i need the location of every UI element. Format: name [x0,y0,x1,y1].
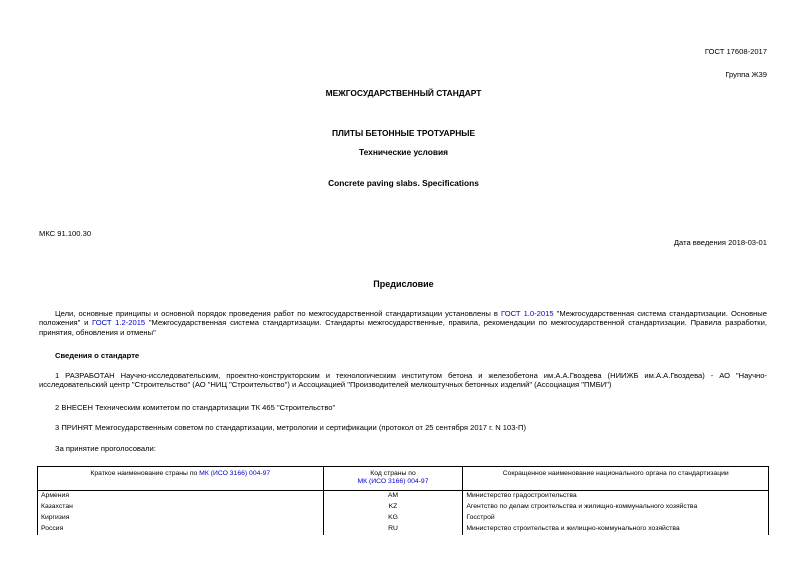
code-cell: RU [323,524,463,535]
body-cell: Госстрой [463,513,769,524]
table-row [38,513,769,524]
doc-number: ГОСТ 17608-2017 [704,47,767,56]
item-adopted: 3 ПРИНЯТ Межгосударственным советом по стандартизации, метрологии и сертификации (протокол от 25 сентября 2017 г. N 103-П) [55,423,526,432]
item-introduced: 2 ВНЕСЕН Техническим комитетом по стандартизации ТК 465 "Строительство" [55,403,336,412]
header-body: Сокращенное наименование национального органа по стандартизации [463,467,769,491]
body-cell: Министерство градостроительства [463,490,769,502]
country-cell: Казахстан [38,502,324,513]
item-developed: 1 РАЗРАБОТАН Научно-исследовательским, проектно-конструкторским и технологическим институтом бетона и железобетона им.А.А.Гвоздева (НИИЖБ им.А.А.Гвоздева) - АО "Научно-исследовательский центр "Строительство" (АО "НИЦ "Строительство") и Ассоциацией "Производителей мелкоштучных бетонных изделий" (Ассоциация "ПМБИ") [39,371,767,390]
foreword-heading: Предисловие [373,279,434,289]
mk-iso-code-link[interactable]: МК (ИСО 3166) 004-97 [357,478,429,486]
code-cell: AM [323,490,463,502]
table-row [38,490,769,502]
country-cell: Россия [38,524,324,535]
code-cell: KG [323,513,463,524]
mk-iso-link[interactable]: МК (ИСО 3166) 004-97 [199,470,271,477]
header-code [323,467,463,491]
code-cell: KZ [323,502,463,513]
header-country-text: Краткое наименование страны по [90,470,200,477]
body-cell: Агентство по делам строительства и жилищно-коммунального хозяйства [463,502,769,513]
table-header-row [38,467,769,491]
voting-table [37,466,769,535]
foreword-paragraph [39,309,767,337]
foreword-text-2: "Межгосударственная система стандартизации. Основные положения" и [39,309,767,328]
foreword-text-3: "Межгосударственная система стандартизации. Стандарты межгосударственные, правила, рекомендации по межгосударственной стандартизации. Правила разработки, принятия, обновления и отмены" [39,318,767,337]
voted-label: За принятие проголосовали: [55,444,156,453]
table-row [38,502,769,513]
body-cell: Министерство строительства и жилищно-коммунального хозяйства [463,524,769,535]
standard-title: ПЛИТЫ БЕТОННЫЕ ТРОТУАРНЫЕ [331,128,476,138]
header-country [38,467,324,491]
country-cell: Армения [38,490,324,502]
group-code: Группа Ж39 [725,70,767,79]
mks-code: МКС 91.100.30 [39,229,92,238]
gost-1-2-link[interactable]: ГОСТ 1.2-2015 [92,318,146,328]
country-cell: Киргизия [38,513,324,524]
standard-subtitle: Технические условия [358,147,449,157]
gost-1-0-link[interactable]: ГОСТ 1.0-2015 [501,309,554,318]
english-title: Concrete paving slabs. Specifications [328,178,479,188]
header-code-text: Код страны по [370,470,416,477]
foreword-text-1: Цели, основные принципы и основной порядок проведения работ по межгосударственной стандартизации установлены в [55,309,502,318]
intro-date: Дата введения 2018-03-01 [673,238,767,247]
about-standard-heading: Сведения о стандарте [55,351,140,360]
standard-type: МЕЖГОСУДАРСТВЕННЫЙ СТАНДАРТ [325,88,482,98]
table-row [38,524,769,535]
